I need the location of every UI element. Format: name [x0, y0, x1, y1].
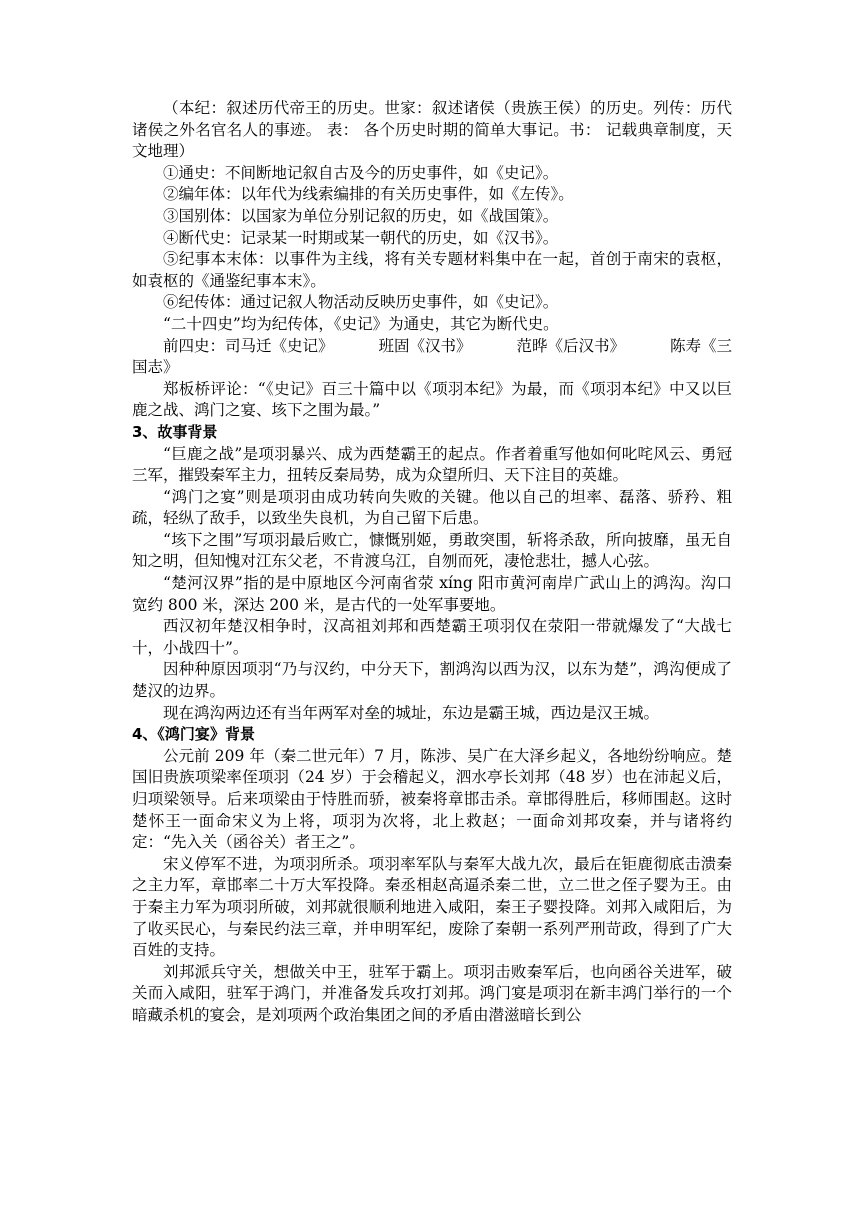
paragraph-uprising: 公元前 209 年（秦二世元年）7 月，陈涉、吴广在大泽乡起义，各地纷纷响应。楚国旧贵族项梁率侄项羽（24 岁）于会稽起义，泗水亭长刘邦（48 岁）也在沛起义后，归项梁领导。后来项梁由于恃胜而骄，被秦将章邯击杀。章邯得胜后，移师围赵。这时楚怀王一面命宋义为上将，项羽为次将，北上救赵；一面命刘邦攻秦，并与诸将约定：“先入关（函谷关）者王之”。 — [132, 746, 732, 852]
intro-paragraph-notes: （本纪：叙述历代帝王的历史。世家：叙述诸侯（贵族王侯）的历史。列传：历代诸侯之外名官名人的事迹。 表： 各个历史时期的简单大事记。书： 记载典章制度，天文地理） — [132, 99, 732, 161]
list-item-biannianti: ②编年体：以年代为线索编排的有关历史事件，如《左传》。 — [163, 185, 574, 204]
four-histories-line — [132, 336, 732, 358]
paragraph-border: 因种种原因项羽“乃与汉约，中分天下，割鸿沟以西为汉，以东为楚”，鸿沟便成了楚汉的边界。 — [132, 660, 732, 701]
paragraph-zheng-banqiao-comment: 郑板桥评论：“《史记》百三十篇中以《项羽本纪》为最，而《项羽本纪》中又以巨鹿之战、鸿门之宴、垓下之围为最。” — [132, 379, 732, 420]
document-page — [132, 98, 732, 1027]
list-item-jizhuanti: ⑥纪传体：通过记叙人物活动反映历史事件，如《史记》。 — [163, 293, 559, 312]
list-item-jishibenmoti: ⑤纪事本末体：以事件为主线，将有关专题材料集中在一起，首创于南宋的袁枢，如袁枢的《通鉴纪事本末》。 — [132, 250, 732, 290]
four-histories-block — [132, 336, 732, 379]
list-item-duandaishi: ④断代史：记录某一时期或某一朝代的历史，如《汉书》。 — [163, 228, 559, 247]
paragraph-song-yi: 宋义停军不进，为项羽所杀。项羽率军队与秦军大战九次，最后在钜鹿彻底击溃秦之主力军，章邯率二十万大军投降。秦丞相赵高逼杀秦二世，立二世之侄子婴为王。由于秦主力军为项羽所破，刘邦就很顺利地进入咸阳，秦王子婴投降。刘邦入咸阳后，为了收买民心，与秦民约法三章，并申明军纪，废除了秦朝一系列严刑苛政，得到了广大百姓的支持。 — [132, 854, 732, 960]
paragraph-twenty-four-histories: “二十四史”均为纪传体，《史记》为通史，其它为断代史。 — [163, 314, 559, 333]
paragraph-city-sites: 现在鸿沟两边还有当年两军对垒的城址，东边是霸王城，西边是汉王城。 — [163, 703, 660, 722]
paragraph-hongmen-feast: “鸿门之宴”则是项羽由成功转向失败的关键。他以自己的坦率、磊落、骄矜、粗疏，轻纵了敌手，以致坐失良机，为自己留下后患。 — [132, 487, 732, 528]
four-histories-label: 前四史：司马迁《史记》 — [163, 336, 334, 355]
list-item-guobieti: ③国别体：以国家为单位分别记叙的历史，如《战国策》。 — [163, 206, 559, 225]
paragraph-chuhe-hanjie: “楚河汉界”指的是中原地区今河南省荥 xíng 阳市黄河南岸广武山上的鸿沟。沟口宽约 800 米，深达 200 米，是古代的一处军事要地。 — [132, 574, 732, 614]
list-item-tongshi: ①通史：不间断地记叙自古及今的历史事件，如《史记》。 — [163, 163, 559, 182]
four-histories-tail: 国志》 — [132, 358, 179, 377]
section-heading-story-background: 3、故事背景 — [132, 422, 218, 441]
section-heading-hongmenyan-background: 4、《鸿门宴》背景 — [132, 725, 255, 744]
paragraph-chu-han-war: 西汉初年楚汉相争时，汉高祖刘邦和西楚霸王项羽仅在荥阳一带就爆发了“大战七十，小战四十”。 — [132, 617, 732, 657]
four-histories-item-hanshu: 班固《汉书》 — [378, 336, 472, 355]
four-histories-item-sanguozhi: 陈寿《三 — [669, 336, 732, 355]
paragraph-gaixia-siege: “垓下之围”写项羽最后败亡，慷慨别姬，勇敢突围，斩将杀敌，所向披靡，虽无自知之明，但知愧对江东父老，不肯渡乌江，自刎而死，凄怆悲壮，撼人心弦。 — [132, 530, 732, 571]
four-histories-item-houhanshu: 范晔《后汉书》 — [516, 336, 625, 355]
paragraph-julu-battle: “巨鹿之战”是项羽暴兴、成为西楚霸王的起点。作者着重写他如何叱咤风云、勇冠三军，摧毁秦军主力，扭转反秦局势，成为众望所归、天下注目的英雄。 — [132, 444, 732, 485]
paragraph-liu-bang-guard: 刘邦派兵守关，想做关中王，驻军于霸上。项羽击败秦军后，也向函谷关进军，破关而入咸阳，驻军于鸿门，并准备发兵攻打刘邦。鸿门宴是项羽在新丰鸿门举行的一个暗藏杀机的宴会，是刘项两个政治集团之间的矛盾由潜滋暗长到公 — [132, 962, 732, 1024]
